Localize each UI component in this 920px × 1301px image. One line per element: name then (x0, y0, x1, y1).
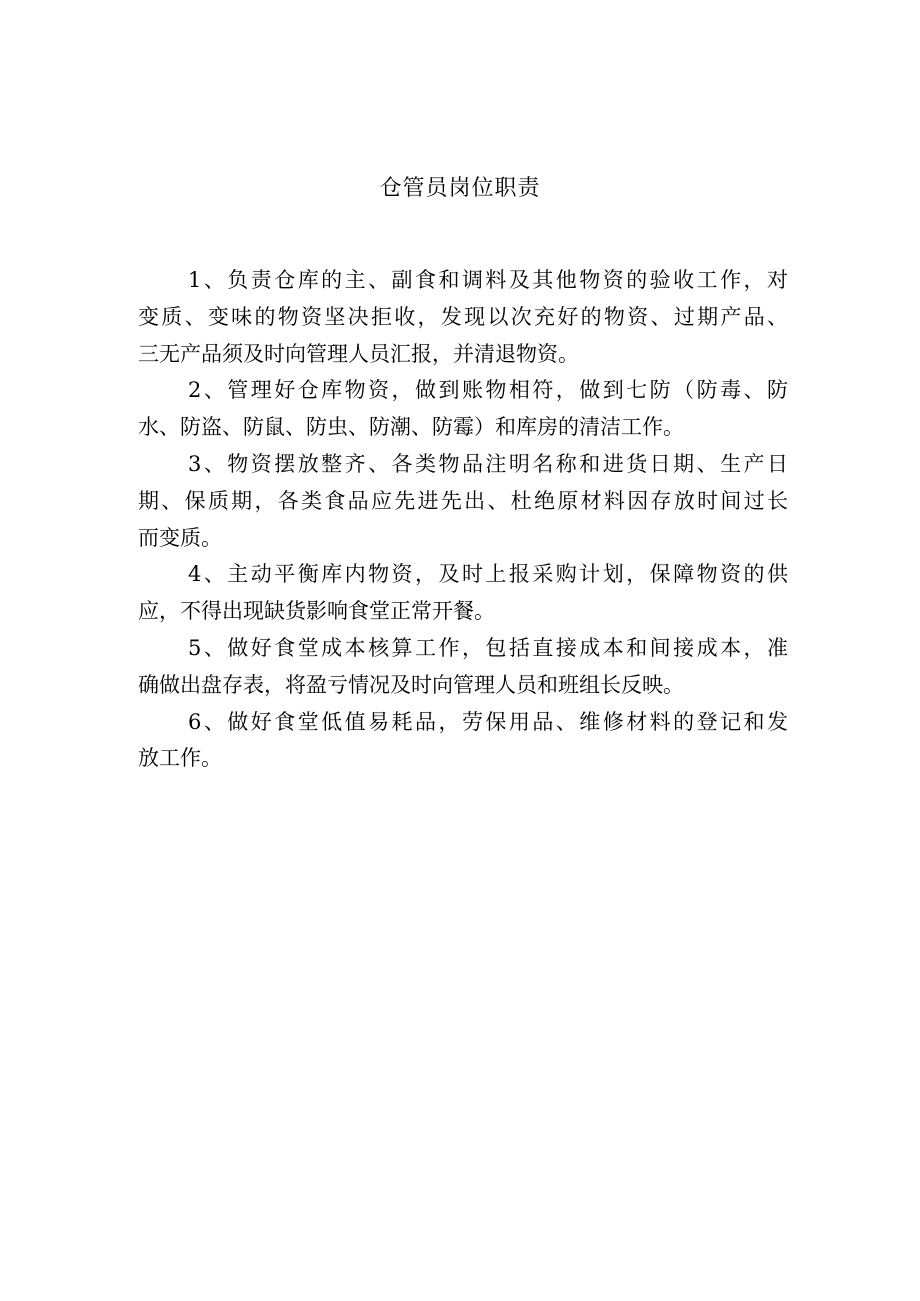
duty-item-2-line-1: 2、管理好仓库物资，做到账物相符，做到七防（防毒、防 (188, 378, 788, 403)
duty-item-6-line-1: 6、做好食堂低值易耗品，劳保用品、维修材料的登记和发 (188, 709, 788, 734)
duty-item-6-line-2: 放工作。 (138, 746, 222, 771)
duty-item-3-line-3: 而变质。 (138, 525, 222, 550)
duty-item-3 (138, 446, 788, 556)
duty-item-1-line-2: 变质、变味的物资坚决拒收，发现以次充好的物资、过期产品、 (138, 304, 788, 329)
duty-item-4 (138, 556, 788, 630)
duty-item-6 (138, 704, 788, 778)
duty-item-5-line-2: 确做出盘存表，将盈亏情况及时向管理人员和班组长反映。 (138, 672, 684, 697)
duty-item-1 (138, 262, 788, 372)
duty-item-1-line-3: 三无产品须及时向管理人员汇报，并清退物资。 (138, 341, 579, 366)
duty-item-2 (138, 372, 788, 446)
duty-item-4-line-2: 应，不得出现缺货影响食堂正常开餐。 (138, 599, 495, 624)
duty-item-3-line-1: 3、物资摆放整齐、各类物品注明名称和进货日期、生产日 (188, 451, 788, 476)
duty-item-4-line-1: 4、主动平衡库内物资，及时上报采购计划，保障物资的供 (188, 562, 788, 587)
duty-item-5-line-1: 5、做好食堂成本核算工作，包括直接成本和间接成本，准 (188, 635, 788, 660)
duty-item-3-line-2: 期、保质期，各类食品应先进先出、杜绝原材料因存放时间过长 (138, 488, 788, 513)
duty-item-2-line-2: 水、防盗、防鼠、防虫、防潮、防霉）和库房的清洁工作。 (138, 415, 684, 440)
duty-list (138, 262, 788, 777)
document-title: 仓管员岗位职责 (379, 176, 541, 201)
duty-item-1-line-1: 1、负责仓库的主、副食和调料及其他物资的验收工作，对 (188, 268, 788, 292)
duty-item-5 (138, 630, 788, 704)
